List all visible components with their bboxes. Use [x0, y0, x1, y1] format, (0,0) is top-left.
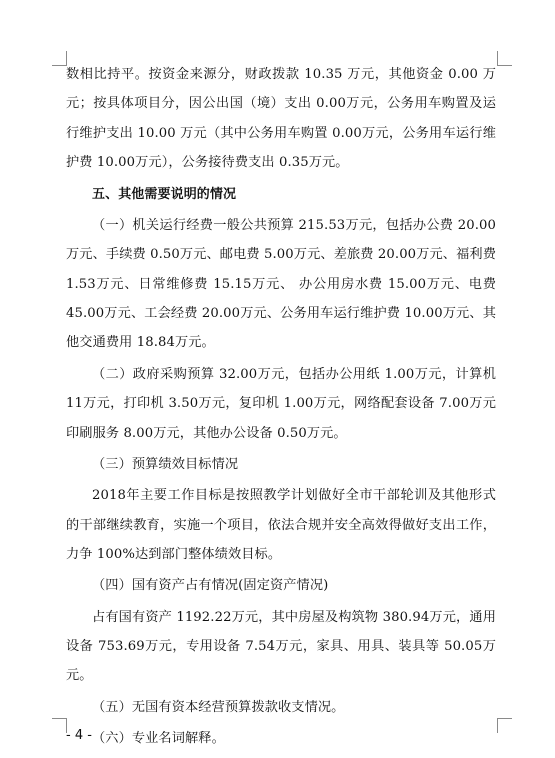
subheading-state-assets: （四）国有资产占有情况(固定资产情况)	[92, 578, 329, 594]
subheading-glossary: （六）专业名词解释。	[92, 730, 225, 746]
document-body	[66, 60, 496, 755]
section-heading: 五、其他需要说明的情况	[92, 186, 237, 202]
paragraph-continuation: 数相比持平。按资金来源分，财政拨款 10.35 万元，其他资金 0.00 万元；按具体项目分，因公出国（境）支出 0.00万元，公务用车购置及运行维护支出 10.00 万元（其中公务用车购置 0.00万元，公务用车运行维护费 10.00万元），公务接待费支出 0.35万元。	[66, 67, 496, 171]
subheading-performance-goals: （三）预算绩效目标情况	[92, 456, 239, 472]
crop-mark-top-left	[52, 51, 67, 66]
subheading-capital-budget: （五）无国有资本经营预算拨款收支情况。	[92, 699, 345, 715]
paragraph-government-procurement: （二）政府采购预算 32.00万元，包括办公用纸 1.00万元，计算机 11万元，打印机 3.50万元，复印机 1.00万元，网络配套设备 7.00万元印刷服务 8.00万元，其他办公设备 0.50万元。	[66, 366, 496, 441]
paragraph-state-assets: 占有国有资产 1192.22万元，其中房屋及构筑物 380.94万元，通用设备 753.69万元，专用设备 7.54万元，家具、用具、装具等 50.05万元。	[66, 609, 496, 684]
paragraph-work-goals: 2018年主要工作目标是按照教学计划做好全市干部轮训及其他形式的干部继续教育，实施一个项目，依法合规并安全高效得做好支出工作，力争 100%达到部门整体绩效目标。	[66, 488, 496, 562]
page-number: - 4 -	[66, 728, 92, 743]
crop-mark-top-right	[497, 51, 512, 66]
crop-mark-bottom-right	[497, 718, 512, 733]
crop-mark-bottom-left	[52, 718, 67, 733]
paragraph-operating-expenses: （一）机关运行经费一般公共预算 215.53万元，包括办公费 20.00万元、手续费 0.50万元、邮电费 5.00万元、差旅费 20.00万元、福利费 1.53万元、日常维修费 15.15万元、 办公用房水费 15.00万元、电费 45.00万元、工会经费 20.00万元、公务用车运行维护费 10.00万元、其他交通费用 18.84万元。	[66, 217, 496, 351]
